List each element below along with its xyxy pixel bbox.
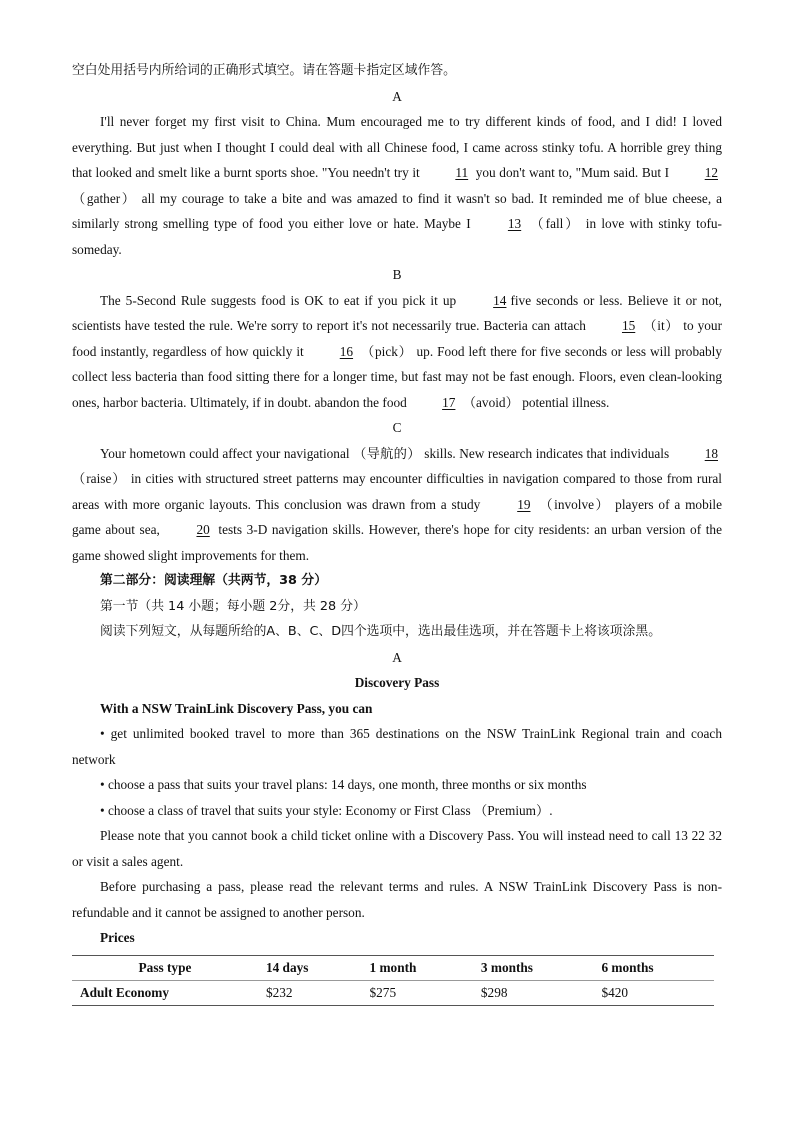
cell-pass-type: Adult Economy <box>80 984 170 1000</box>
passage-c-text-4: tests 3-D navigation skills. However, there's hope for city residents: an urban version of the game showed slight improvements for them. <box>72 522 722 563</box>
passage-a-text-4: （fall） in love with stinky tofu-someday. <box>72 216 722 257</box>
blank-20: 20 <box>196 522 210 537</box>
blank-17: 17 <box>442 394 456 410</box>
prices-heading: Prices <box>100 930 135 945</box>
blank-11: 11 <box>455 165 469 180</box>
passage-b-text-2: five seconds or less. Believe it or not, scientists have tested the rule. We're sorry to report it's not necessarily true. Bacteria can attach <box>72 292 723 333</box>
blank-19: 19 <box>517 496 531 512</box>
passage-a-text-3: （gather） all my courage to take a bite and was amazed to find it wasn't so bad. It reminded me of blue cheese, a similarly strong smelling type of food you either love or hate. Maybe I <box>72 190 722 231</box>
passage-c-text-1: Your hometown could affect your navigational （导航的） skills. New research indicates that individuals <box>100 445 673 461</box>
passage-b-text-1: The 5-Second Rule suggests food is OK to eat if you pick it up <box>100 292 462 308</box>
blank-12: 12 <box>704 165 718 180</box>
passage-c-text-3: （involve） players of a mobile game about sea, <box>72 496 723 537</box>
bullet-item-3: • choose a class of travel that suits your style: Economy or First Class （Premium）. <box>100 802 553 818</box>
passage-b-text <box>72 288 722 416</box>
header-6-months: 6 months <box>601 959 654 975</box>
header-3-months: 3 months <box>480 959 533 975</box>
section1-heading: 第一节（共 14 小题；每小题 2分，共 28 分） <box>100 598 366 614</box>
header-1-month: 1 month <box>369 959 417 975</box>
bullet-item-2: • choose a pass that suits your travel plans: 14 days, one month, three months or six months <box>100 777 587 792</box>
prices-header-row <box>72 955 714 980</box>
blank-13: 13 <box>507 216 522 231</box>
passage-a-text-1: I'll never forget my first visit to China. Mum encouraged me to try different kinds of food, and I did! I loved everything. But just when I thought I could deal with all Chinese food, I came across stinky tofu. A horrible grey thing that looked and smelt like a burnt sports shoe. "You needn't try it <box>72 114 722 180</box>
cell-3-months: $298 <box>480 984 508 1000</box>
cell-1-month: $275 <box>369 984 397 1000</box>
note-terms: Before purchasing a pass, please read the relevant terms and rules. A NSW TrainLink Discovery Pass is non-refundable and it cannot be assigned to another person. <box>72 879 722 920</box>
reading-a-title: Discovery Pass <box>354 675 440 690</box>
blank-16: 16 <box>339 343 354 359</box>
header-pass-type: Pass type <box>138 959 192 975</box>
bullet-item-1: • get unlimited booked travel to more than 365 destinations on the NSW TrainLink Regional train and coach network <box>72 726 722 767</box>
blank-15: 15 <box>621 318 636 333</box>
passage-a-text-2: you don't want to, "Mum said. But I <box>472 165 673 180</box>
reading-instruction: 阅读下列短文，从每题所给的A、B、C、D四个选项中，选出最佳选项，并在答题卡上将该项涂黑。 <box>100 624 661 639</box>
reading-a-letter: A <box>392 649 402 665</box>
fill-in-instruction: 空白处用括号内所给词的正确形式填空。请在答题卡指定区域作答。 <box>72 63 456 78</box>
prices-table <box>72 955 714 1006</box>
note-child-ticket: Please note that you cannot book a child ticket online with a Discovery Pass. You will instead need to call 13 22 32 or visit a sales agent. <box>72 828 722 869</box>
reading-a-lead: With a NSW TrainLink Discovery Pass, you can <box>100 700 373 716</box>
passage-b-text-3: （it） to your food instantly, regardless of how quickly it <box>72 318 723 359</box>
passage-b-text-5: （avoid） potential illness. <box>459 394 610 410</box>
table-row <box>72 980 714 1005</box>
passage-c-text <box>72 441 722 569</box>
blank-18: 18 <box>704 445 718 461</box>
exam-page <box>72 58 722 1006</box>
cell-6-months: $420 <box>601 984 629 1000</box>
header-14-days: 14 days <box>265 959 309 975</box>
passage-b-text-4: （pick） up. Food left there for five seconds or less will probably collect less bacteria than food sitting there for a longer time, but fast may not be fast enough. Floors, even clean-looking ones, harbor bacteria. Ultimately, if in doubt. abandon the food <box>72 343 722 410</box>
passage-b-letter: B <box>392 267 402 282</box>
passage-c-text-2: （raise） in cities with structured street patterns may encounter difficulties in navigation compared to those from rural areas with more organic layouts. This conclusion was drawn from a study <box>72 471 722 512</box>
cell-14-days: $232 <box>265 984 293 1000</box>
passage-c-letter: C <box>392 420 402 435</box>
passage-a-text <box>72 109 722 262</box>
blank-14: 14 <box>493 292 507 308</box>
part2-heading: 第二部分：阅读理解（共两节，38 分） <box>100 573 328 588</box>
passage-a-letter: A <box>392 88 402 104</box>
